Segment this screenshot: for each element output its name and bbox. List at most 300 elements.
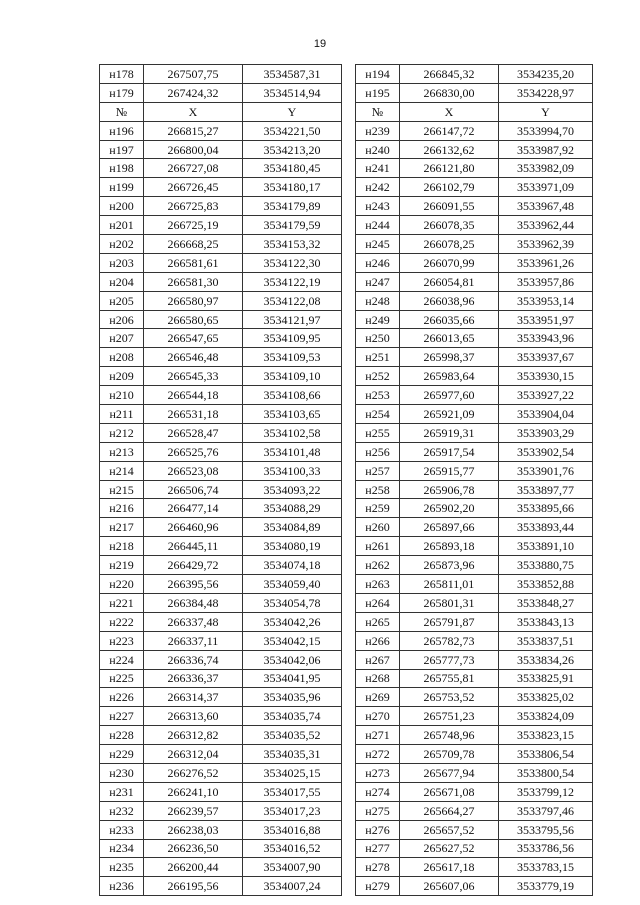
right-point-id-cell: н268 (356, 669, 400, 688)
left-x-coordinate-cell: 266815,27 (144, 121, 243, 140)
left-x-coordinate-cell: 266506,74 (144, 480, 243, 499)
right-y-coordinate-cell: 3533961,26 (499, 253, 593, 272)
right-x-coordinate-cell: 265671,08 (400, 782, 499, 801)
left-y-coordinate-cell: 3534059,40 (243, 575, 342, 594)
left-point-id-cell: н234 (100, 839, 144, 858)
left-y-coordinate-cell: 3534017,55 (243, 782, 342, 801)
right-x-coordinate-cell: 265893,18 (400, 537, 499, 556)
left-y-coordinate-cell: 3534016,52 (243, 839, 342, 858)
column-gap (342, 877, 356, 896)
left-point-id-cell: н201 (100, 216, 144, 235)
left-point-id-cell: н200 (100, 197, 144, 216)
column-gap (342, 631, 356, 650)
right-point-id-cell: н239 (356, 121, 400, 140)
column-gap (342, 763, 356, 782)
right-point-id-cell: н260 (356, 518, 400, 537)
left-point-id-cell: н204 (100, 272, 144, 291)
table-row (100, 745, 593, 764)
left-y-coordinate-cell: 3534035,31 (243, 745, 342, 764)
left-point-id-cell: н226 (100, 688, 144, 707)
left-y-coordinate-cell: 3534074,18 (243, 556, 342, 575)
table-row (100, 688, 593, 707)
column-gap (342, 253, 356, 272)
left-x-coordinate-cell: 266580,65 (144, 310, 243, 329)
right-x-coordinate-cell: 265777,73 (400, 650, 499, 669)
table-row (100, 499, 593, 518)
right-y-coordinate-cell: 3534235,20 (499, 65, 593, 84)
right-y-coordinate-cell: 3533957,86 (499, 272, 593, 291)
right-x-coordinate-cell: 265915,77 (400, 461, 499, 480)
table-row (100, 159, 593, 178)
right-point-id-cell: н254 (356, 405, 400, 424)
table-row (100, 820, 593, 839)
right-x-coordinate-cell: 266035,66 (400, 310, 499, 329)
right-y-coordinate-cell: 3533903,29 (499, 423, 593, 442)
right-point-id-cell: н262 (356, 556, 400, 575)
left-y-coordinate-cell: 3534179,89 (243, 197, 342, 216)
left-y-coordinate-cell: 3534514,94 (243, 83, 342, 102)
left-x-coordinate-cell: 266312,04 (144, 745, 243, 764)
left-point-id-cell: н218 (100, 537, 144, 556)
right-point-id-cell: н241 (356, 159, 400, 178)
right-y-coordinate-cell: 3533837,51 (499, 631, 593, 650)
left-point-id-cell: н206 (100, 310, 144, 329)
left-header-x: X (144, 102, 243, 121)
table-row (100, 518, 593, 537)
table-row (100, 782, 593, 801)
left-point-id-cell: н208 (100, 348, 144, 367)
column-gap (342, 707, 356, 726)
table-row (100, 537, 593, 556)
left-x-coordinate-cell: 266547,65 (144, 329, 243, 348)
right-x-coordinate-cell: 265782,73 (400, 631, 499, 650)
left-y-coordinate-cell: 3534007,24 (243, 877, 342, 896)
column-gap (342, 121, 356, 140)
left-point-id-cell: н229 (100, 745, 144, 764)
column-gap (342, 65, 356, 84)
right-y-coordinate-cell: 3533971,09 (499, 178, 593, 197)
right-point-id-cell: н248 (356, 291, 400, 310)
right-y-coordinate-cell: 3533783,15 (499, 858, 593, 877)
right-x-coordinate-cell: 265897,66 (400, 518, 499, 537)
left-point-id-cell: н235 (100, 858, 144, 877)
table-row (100, 650, 593, 669)
column-gap (342, 801, 356, 820)
left-x-coordinate-cell: 266525,76 (144, 442, 243, 461)
left-y-coordinate-cell: 3534042,15 (243, 631, 342, 650)
left-x-coordinate-cell: 266314,37 (144, 688, 243, 707)
right-x-coordinate-cell: 266132,62 (400, 140, 499, 159)
table-row (100, 707, 593, 726)
right-header-y: Y (499, 102, 593, 121)
column-gap (342, 480, 356, 499)
left-y-coordinate-cell: 3534122,19 (243, 272, 342, 291)
right-point-id-cell: н271 (356, 726, 400, 745)
left-y-coordinate-cell: 3534213,20 (243, 140, 342, 159)
right-x-coordinate-cell: 266078,35 (400, 216, 499, 235)
right-y-coordinate-cell: 3533927,22 (499, 386, 593, 405)
right-point-id-cell: н278 (356, 858, 400, 877)
left-point-id-cell: н223 (100, 631, 144, 650)
left-point-id-cell: н178 (100, 65, 144, 84)
left-point-id-cell: н219 (100, 556, 144, 575)
left-y-coordinate-cell: 3534109,53 (243, 348, 342, 367)
column-gap (342, 858, 356, 877)
column-gap (342, 612, 356, 631)
left-point-id-cell: н209 (100, 367, 144, 386)
right-point-id-cell: н258 (356, 480, 400, 499)
right-point-id-cell: н249 (356, 310, 400, 329)
column-gap (342, 367, 356, 386)
left-y-coordinate-cell: 3534103,65 (243, 405, 342, 424)
right-y-coordinate-cell: 3533962,39 (499, 235, 593, 254)
table-row (100, 121, 593, 140)
column-gap (342, 423, 356, 442)
left-x-coordinate-cell: 266336,74 (144, 650, 243, 669)
left-y-coordinate-cell: 3534109,95 (243, 329, 342, 348)
left-y-coordinate-cell: 3534080,19 (243, 537, 342, 556)
column-gap (342, 140, 356, 159)
right-x-coordinate-cell: 266102,79 (400, 178, 499, 197)
left-x-coordinate-cell: 266313,60 (144, 707, 243, 726)
left-x-coordinate-cell: 266276,52 (144, 763, 243, 782)
left-y-coordinate-cell: 3534054,78 (243, 593, 342, 612)
right-y-coordinate-cell: 3533897,77 (499, 480, 593, 499)
right-point-id-cell: н194 (356, 65, 400, 84)
left-y-coordinate-cell: 3534101,48 (243, 442, 342, 461)
right-y-coordinate-cell: 3533895,66 (499, 499, 593, 518)
left-x-coordinate-cell: 266236,50 (144, 839, 243, 858)
right-point-id-cell: н242 (356, 178, 400, 197)
table-row (100, 348, 593, 367)
right-y-coordinate-cell: 3533987,92 (499, 140, 593, 159)
right-x-coordinate-cell: 266830,00 (400, 83, 499, 102)
table-row (100, 612, 593, 631)
right-x-coordinate-cell: 265791,87 (400, 612, 499, 631)
column-gap (342, 461, 356, 480)
table-row (100, 423, 593, 442)
right-y-coordinate-cell: 3533943,96 (499, 329, 593, 348)
left-x-coordinate-cell: 266312,82 (144, 726, 243, 745)
right-y-coordinate-cell: 3533962,44 (499, 216, 593, 235)
column-gap (342, 197, 356, 216)
right-y-coordinate-cell: 3533848,27 (499, 593, 593, 612)
right-y-coordinate-cell: 3533823,15 (499, 726, 593, 745)
right-point-id-cell: н270 (356, 707, 400, 726)
left-point-id-cell: н232 (100, 801, 144, 820)
right-point-id-cell: н259 (356, 499, 400, 518)
right-y-coordinate-cell: 3533834,26 (499, 650, 593, 669)
left-x-coordinate-cell: 266384,48 (144, 593, 243, 612)
right-y-coordinate-cell: 3533994,70 (499, 121, 593, 140)
right-point-id-cell: н252 (356, 367, 400, 386)
column-gap (342, 518, 356, 537)
right-point-id-cell: н243 (356, 197, 400, 216)
table-row (100, 763, 593, 782)
right-y-coordinate-cell: 3533786,56 (499, 839, 593, 858)
table-row (100, 801, 593, 820)
left-y-coordinate-cell: 3534093,22 (243, 480, 342, 499)
right-y-coordinate-cell: 3533937,67 (499, 348, 593, 367)
left-y-coordinate-cell: 3534088,29 (243, 499, 342, 518)
left-point-id-cell: н225 (100, 669, 144, 688)
left-point-id-cell: н199 (100, 178, 144, 197)
left-point-id-cell: н212 (100, 423, 144, 442)
left-x-coordinate-cell: 266195,56 (144, 877, 243, 896)
left-x-coordinate-cell: 266581,61 (144, 253, 243, 272)
right-y-coordinate-cell: 3533982,09 (499, 159, 593, 178)
right-x-coordinate-cell: 265709,78 (400, 745, 499, 764)
left-x-coordinate-cell: 266544,18 (144, 386, 243, 405)
left-point-id-cell: н203 (100, 253, 144, 272)
right-point-id-cell: н255 (356, 423, 400, 442)
right-y-coordinate-cell: 3533893,44 (499, 518, 593, 537)
column-gap (342, 820, 356, 839)
table-row (100, 272, 593, 291)
left-y-coordinate-cell: 3534153,32 (243, 235, 342, 254)
right-x-coordinate-cell: 265801,31 (400, 593, 499, 612)
right-y-coordinate-cell: 3533904,04 (499, 405, 593, 424)
left-point-id-cell: н217 (100, 518, 144, 537)
right-x-coordinate-cell: 265748,96 (400, 726, 499, 745)
left-y-coordinate-cell: 3534007,90 (243, 858, 342, 877)
right-x-coordinate-cell: 265657,52 (400, 820, 499, 839)
left-y-coordinate-cell: 3534016,88 (243, 820, 342, 839)
left-y-coordinate-cell: 3534025,15 (243, 763, 342, 782)
left-point-id-cell: н236 (100, 877, 144, 896)
left-y-coordinate-cell: 3534035,96 (243, 688, 342, 707)
column-gap (342, 329, 356, 348)
right-y-coordinate-cell: 3533797,46 (499, 801, 593, 820)
right-x-coordinate-cell: 266013,65 (400, 329, 499, 348)
column-gap (342, 102, 356, 121)
left-x-coordinate-cell: 266239,57 (144, 801, 243, 820)
left-point-id-cell: н214 (100, 461, 144, 480)
right-x-coordinate-cell: 265617,18 (400, 858, 499, 877)
right-x-coordinate-cell: 265755,81 (400, 669, 499, 688)
left-x-coordinate-cell: 266580,97 (144, 291, 243, 310)
left-point-id-cell: н207 (100, 329, 144, 348)
left-y-coordinate-cell: 3534108,66 (243, 386, 342, 405)
right-x-coordinate-cell: 266038,96 (400, 291, 499, 310)
right-y-coordinate-cell: 3533902,54 (499, 442, 593, 461)
column-gap (342, 272, 356, 291)
column-gap (342, 386, 356, 405)
table-row (100, 877, 593, 896)
right-point-id-cell: н275 (356, 801, 400, 820)
table-row (100, 83, 593, 102)
left-x-coordinate-cell: 266336,37 (144, 669, 243, 688)
column-gap (342, 593, 356, 612)
coordinates-table (99, 64, 593, 896)
right-y-coordinate-cell: 3533825,02 (499, 688, 593, 707)
right-x-coordinate-cell: 265921,09 (400, 405, 499, 424)
left-y-coordinate-cell: 3534102,58 (243, 423, 342, 442)
right-point-id-cell: н272 (356, 745, 400, 764)
right-x-coordinate-cell: 265811,01 (400, 575, 499, 594)
column-gap (342, 235, 356, 254)
table-row (100, 480, 593, 499)
right-x-coordinate-cell: 265919,31 (400, 423, 499, 442)
right-x-coordinate-cell: 265607,06 (400, 877, 499, 896)
left-y-coordinate-cell: 3534035,74 (243, 707, 342, 726)
column-gap (342, 83, 356, 102)
left-y-coordinate-cell: 3534042,06 (243, 650, 342, 669)
right-y-coordinate-cell: 3533800,54 (499, 763, 593, 782)
right-y-coordinate-cell: 3533951,97 (499, 310, 593, 329)
column-gap (342, 310, 356, 329)
right-point-id-cell: н246 (356, 253, 400, 272)
left-y-coordinate-cell: 3534180,45 (243, 159, 342, 178)
column-gap (342, 405, 356, 424)
left-header-id: № (100, 102, 144, 121)
column-gap (342, 556, 356, 575)
right-point-id-cell: н269 (356, 688, 400, 707)
right-y-coordinate-cell: 3533967,48 (499, 197, 593, 216)
left-x-coordinate-cell: 266727,08 (144, 159, 243, 178)
right-header-x: X (400, 102, 499, 121)
left-point-id-cell: н202 (100, 235, 144, 254)
left-x-coordinate-cell: 266337,11 (144, 631, 243, 650)
left-y-coordinate-cell: 3534121,97 (243, 310, 342, 329)
column-gap (342, 669, 356, 688)
right-x-coordinate-cell: 266147,72 (400, 121, 499, 140)
left-x-coordinate-cell: 266800,04 (144, 140, 243, 159)
table-row (100, 405, 593, 424)
right-y-coordinate-cell: 3533930,15 (499, 367, 593, 386)
left-x-coordinate-cell: 266725,19 (144, 216, 243, 235)
right-point-id-cell: н277 (356, 839, 400, 858)
left-point-id-cell: н220 (100, 575, 144, 594)
left-y-coordinate-cell: 3534100,33 (243, 461, 342, 480)
right-x-coordinate-cell: 266121,80 (400, 159, 499, 178)
left-point-id-cell: н228 (100, 726, 144, 745)
right-point-id-cell: н265 (356, 612, 400, 631)
table-row (100, 669, 593, 688)
right-x-coordinate-cell: 266078,25 (400, 235, 499, 254)
left-x-coordinate-cell: 266523,08 (144, 461, 243, 480)
right-y-coordinate-cell: 3533880,75 (499, 556, 593, 575)
right-point-id-cell: н261 (356, 537, 400, 556)
right-point-id-cell: н273 (356, 763, 400, 782)
right-header-id: № (356, 102, 400, 121)
column-gap (342, 159, 356, 178)
left-point-id-cell: н230 (100, 763, 144, 782)
left-y-coordinate-cell: 3534221,50 (243, 121, 342, 140)
right-x-coordinate-cell: 265977,60 (400, 386, 499, 405)
left-x-coordinate-cell: 266241,10 (144, 782, 243, 801)
left-point-id-cell: н179 (100, 83, 144, 102)
right-y-coordinate-cell: 3533825,91 (499, 669, 593, 688)
header-row (100, 102, 593, 121)
table-row (100, 178, 593, 197)
left-point-id-cell: н221 (100, 593, 144, 612)
right-x-coordinate-cell: 266091,55 (400, 197, 499, 216)
left-y-coordinate-cell: 3534017,23 (243, 801, 342, 820)
left-point-id-cell: н227 (100, 707, 144, 726)
column-gap (342, 782, 356, 801)
right-x-coordinate-cell: 265627,52 (400, 839, 499, 858)
left-y-coordinate-cell: 3534035,52 (243, 726, 342, 745)
right-x-coordinate-cell: 266070,99 (400, 253, 499, 272)
table-row (100, 442, 593, 461)
column-gap (342, 688, 356, 707)
table-row (100, 216, 593, 235)
left-y-coordinate-cell: 3534587,31 (243, 65, 342, 84)
page-number: 19 (313, 38, 327, 50)
left-x-coordinate-cell: 266200,44 (144, 858, 243, 877)
table-row (100, 367, 593, 386)
left-point-id-cell: н215 (100, 480, 144, 499)
left-point-id-cell: н211 (100, 405, 144, 424)
right-x-coordinate-cell: 265902,20 (400, 499, 499, 518)
table-row (100, 291, 593, 310)
right-point-id-cell: н257 (356, 461, 400, 480)
right-y-coordinate-cell: 3533806,54 (499, 745, 593, 764)
left-header-y: Y (243, 102, 342, 121)
table-row (100, 631, 593, 650)
left-point-id-cell: н205 (100, 291, 144, 310)
column-gap (342, 726, 356, 745)
column-gap (342, 537, 356, 556)
left-y-coordinate-cell: 3534122,08 (243, 291, 342, 310)
right-y-coordinate-cell: 3533799,12 (499, 782, 593, 801)
table-row (100, 65, 593, 84)
right-point-id-cell: н256 (356, 442, 400, 461)
table-row (100, 386, 593, 405)
column-gap (342, 499, 356, 518)
table-row (100, 461, 593, 480)
left-x-coordinate-cell: 267507,75 (144, 65, 243, 84)
right-point-id-cell: н251 (356, 348, 400, 367)
left-x-coordinate-cell: 266546,48 (144, 348, 243, 367)
left-point-id-cell: н224 (100, 650, 144, 669)
left-x-coordinate-cell: 266545,33 (144, 367, 243, 386)
right-point-id-cell: н274 (356, 782, 400, 801)
right-x-coordinate-cell: 266845,32 (400, 65, 499, 84)
right-y-coordinate-cell: 3533779,19 (499, 877, 593, 896)
table-row (100, 575, 593, 594)
left-y-coordinate-cell: 3534122,30 (243, 253, 342, 272)
column-gap (342, 650, 356, 669)
right-y-coordinate-cell: 3533891,10 (499, 537, 593, 556)
right-x-coordinate-cell: 265664,27 (400, 801, 499, 820)
column-gap (342, 178, 356, 197)
left-x-coordinate-cell: 266581,30 (144, 272, 243, 291)
right-point-id-cell: н266 (356, 631, 400, 650)
right-y-coordinate-cell: 3533953,14 (499, 291, 593, 310)
left-x-coordinate-cell: 266726,45 (144, 178, 243, 197)
left-x-coordinate-cell: 266238,03 (144, 820, 243, 839)
table-row (100, 253, 593, 272)
left-x-coordinate-cell: 266528,47 (144, 423, 243, 442)
right-point-id-cell: н253 (356, 386, 400, 405)
right-x-coordinate-cell: 265751,23 (400, 707, 499, 726)
column-gap (342, 291, 356, 310)
left-point-id-cell: н198 (100, 159, 144, 178)
right-x-coordinate-cell: 265998,37 (400, 348, 499, 367)
right-y-coordinate-cell: 3533852,88 (499, 575, 593, 594)
right-point-id-cell: н250 (356, 329, 400, 348)
right-point-id-cell: н245 (356, 235, 400, 254)
left-point-id-cell: н210 (100, 386, 144, 405)
right-point-id-cell: н276 (356, 820, 400, 839)
table-row (100, 593, 593, 612)
right-point-id-cell: н195 (356, 83, 400, 102)
left-x-coordinate-cell: 266460,96 (144, 518, 243, 537)
column-gap (342, 216, 356, 235)
table-row (100, 140, 593, 159)
